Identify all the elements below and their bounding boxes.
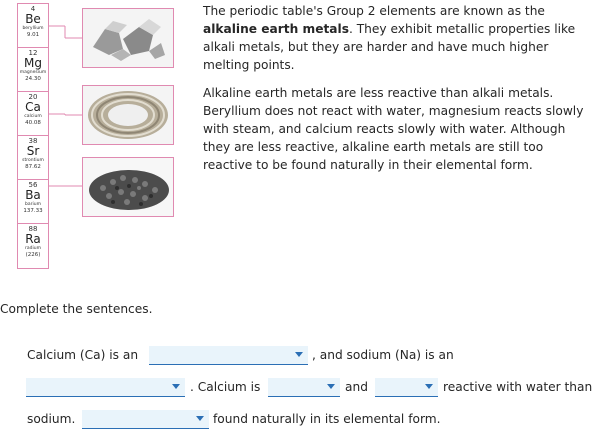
magnesium-ribbon-photo: [82, 85, 174, 145]
atomic-number: 56: [28, 181, 38, 189]
element-symbol: Be: [25, 12, 41, 26]
sentence-part: and: [345, 380, 368, 394]
sentence-part: found naturally in its elemental form.: [213, 412, 441, 426]
chevron-down-icon: [172, 384, 180, 389]
atomic-mass: 87.62: [25, 164, 41, 170]
element-symbol: Ba: [25, 188, 41, 202]
atomic-number: 88: [28, 225, 38, 233]
element-symbol: Sr: [26, 144, 40, 158]
chevron-down-icon: [425, 384, 433, 389]
chevron-down-icon: [295, 352, 303, 357]
sentence-part: sodium.: [27, 412, 76, 426]
element-symbol: Ca: [25, 100, 41, 114]
passage-paragraph-2: Alkaline earth metals are less reactive than alkali metals. Beryllium does not react with water, magnesium reacts slowly with steam, and calcium reacts slowly with water. Although they are less reactive, alkaline earth metals are still too reactive to be found naturally in their elemental form.: [203, 86, 584, 172]
element-symbol: Mg: [24, 56, 42, 70]
element-name: calcium: [24, 114, 42, 119]
element-name: barium: [25, 202, 41, 207]
beryllium-photo: [82, 8, 174, 68]
atomic-mass: 24.30: [25, 76, 41, 82]
question-prompt: Complete the sentences.: [0, 302, 153, 316]
dropdown-reactivity[interactable]: [375, 378, 438, 397]
atomic-mass: (226): [25, 252, 41, 258]
dropdown-comparison[interactable]: [268, 378, 340, 397]
element-name: radium: [25, 246, 41, 251]
atomic-mass: 137.33: [23, 208, 43, 214]
chevron-down-icon: [327, 384, 335, 389]
element-name: magnesium: [19, 70, 47, 75]
atomic-number: 12: [28, 49, 38, 57]
element-symbol: Ra: [25, 232, 41, 246]
sentence-part: reactive with water than: [443, 380, 593, 394]
dropdown-natural-occurrence[interactable]: [82, 410, 209, 429]
atomic-number: 4: [30, 5, 36, 13]
element-name: strontium: [22, 158, 44, 163]
chevron-down-icon: [196, 416, 204, 421]
atomic-mass: 40.08: [25, 120, 41, 126]
sentence-part: Calcium (Ca) is an: [27, 348, 139, 362]
atomic-mass: 9.01: [26, 32, 40, 38]
passage-paragraph-1: The periodic table's Group 2 elements are known as the alkaline earth metals. They exhibit metallic properties like alkali metals, but they are harder and have much higher melting points.: [203, 4, 576, 72]
dropdown-calcium-type[interactable]: [149, 346, 308, 365]
atomic-number: 20: [28, 93, 38, 101]
atomic-number: 38: [28, 137, 38, 145]
sentence-part: . Calcium is: [190, 380, 261, 394]
calcium-granules-photo: [82, 157, 174, 217]
dropdown-sodium-type[interactable]: [26, 378, 185, 397]
element-name: beryllium: [22, 26, 44, 31]
passage-text: [203, 2, 588, 184]
sentence-part: , and sodium (Na) is an: [312, 348, 454, 362]
key-term: alkaline earth metals: [203, 22, 349, 36]
